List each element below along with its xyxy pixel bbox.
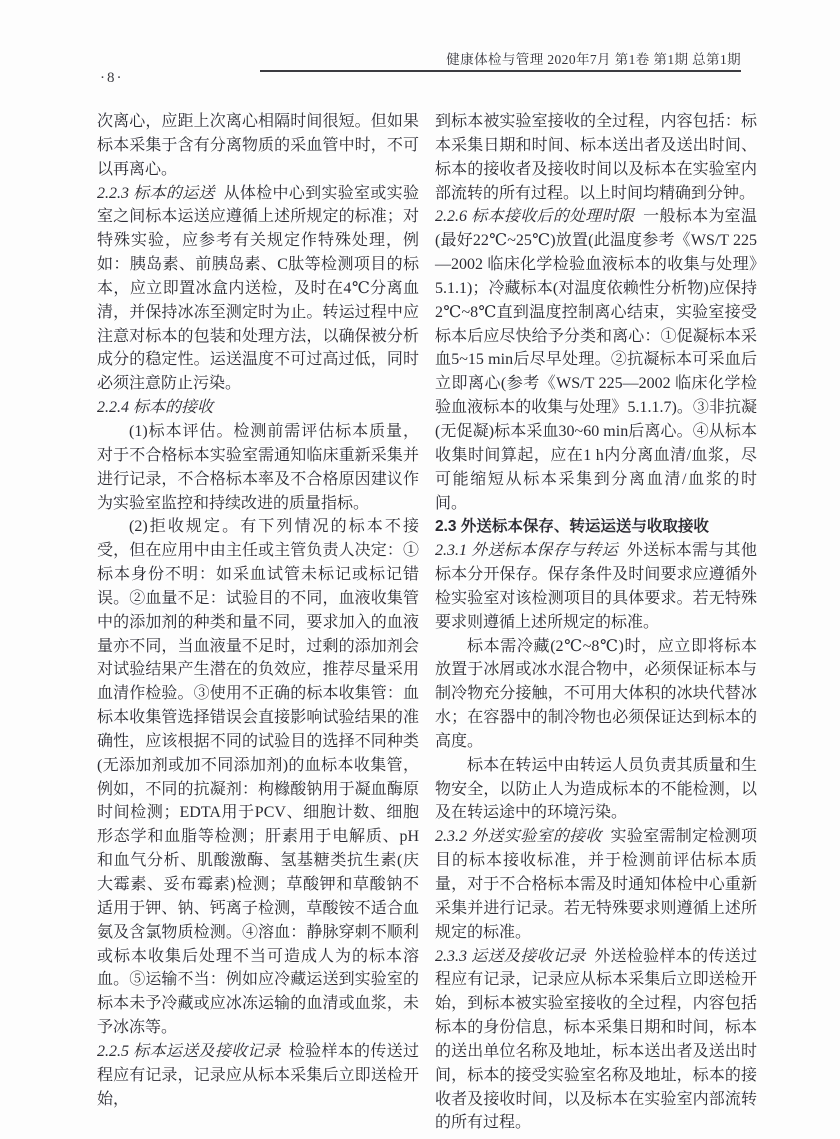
right-column: [435, 110, 757, 1135]
paragraph-text: 到标本被实验室接收的全过程，内容包括：标本采集日期和时间、标本送出者及送出时间、标本的接收者及接收时间以及标本在实验室内部流转的所有过程。以上时间均精确到分钟。: [435, 113, 757, 202]
paragraph-text: (1)标本评估。检测前需评估标本质量，对于不合格标本实验室需通知临床重新采集并进行记录，不合格标本率及不合格原因建议作为实验室监控和持续改进的质量指标。: [97, 422, 419, 512]
page-number: ·8·: [100, 70, 124, 86]
journal-masthead: 健康体检与管理 2020年7月 第1卷 第1期 总第1期: [446, 52, 741, 67]
section-paragraph: [435, 205, 757, 515]
paragraph-text: 外送检验样本的传送过程应有记录，记录应从标本采集后立即送检开始，到标本被实验室接收的全过程，内容包括标本的身份信息，标本采集日期和时间，标本的送出单位名称及地址，标本送出者及送出时间，标本的接受实验室名称及地址，标本的接收者及接收时间，以及标本在实验室内部流转的所有过程。: [435, 947, 757, 1132]
paragraph-text: 检验样本的传送过程应有记录，记录应从标本采集后立即送检开始，: [97, 1042, 419, 1108]
section-paragraph: [97, 182, 419, 397]
paragraph: [97, 515, 419, 1040]
section-heading-label: 2.2.3 标本的运送: [97, 184, 215, 202]
section-paragraph: [435, 825, 757, 944]
section-paragraph: [97, 396, 419, 420]
paragraph: [97, 420, 419, 515]
paragraph-text: 实验室需制定检测项目的标本接收标准，并于检测前评估标本质量，对于不合格标本需及时通知体检中心重新采集并进行记录。若无特殊要求则遵循上述所规定的标准。: [435, 828, 757, 941]
paragraph-text: 标本需冷藏(2℃~8℃)时，应立即将标本放置于冰屑或冰水混合物中，必须保证标本与制冷物充分接触，不可用大体积的冰块代替冰水；在容器中的制冷物也必须保证达到标本的高度。: [435, 637, 757, 750]
paragraph-text: 从体检中心到实验室或实验室之间标本运送应遵循上述所规定的标准；对特殊实验，应参考有关规定作特殊处理，例如：胰岛素、前胰岛素、C肽等检测项目的标本，应立即置冰盒内送检，及时在4℃分离血清，并保持冰冻至测定时为止。转运过程中应注意对标本的包装和处理方法，以确保被分析成分的稳定性。运送温度不可过高过低，同时必须注意防止污染。: [97, 184, 419, 393]
paragraph-text: 标本在转运中由转运人员负责其质量和生物安全，以防止人为造成标本的不能检测，以及在转运途中的环境污染。: [435, 756, 757, 822]
paragraph-text: 次离心，应距上次离心相隔时间很短。但如果标本采集于含有分离物质的采血管中时，不可以再离心。: [97, 113, 419, 178]
section-heading-label: 2.2.6 标本接收后的处理时限: [435, 208, 635, 226]
paragraph-text: (2)拒收规定。有下列情况的标本不接受，但在应用中由主任或主管负责人决定：①标本身份不明：如采血试管未标记或标记错误。②血量不足：试验目的不同，血液收集管中的添加剂的种类和量不同，要求加入的血液量亦不同，当血液量不足时，过剩的添加剂会对试验结果产生潜在的负效应，推荐尽量采用血清作检验。③使用不正确的标本收集管：血标本收集管选择错误会直接影响试验结果的准确性，应该根据不同的试验目的选择不同种类(无添加剂或加不同添加剂)的血标本收集管，例如，不同的抗凝剂：枸橼酸钠用于凝血酶原时间检测；EDTA用于PCV、细胞计数、细胞形态学和血脂等检测；肝素用于电解质、pH和血气分析、肌酸激酶、氢基糖类抗生素(庆大霉素、妥布霉素)检测；草酸钾和草酸钠不适用于钾、钠、钙离子检测，草酸铵不适合血氨及含氯物质检测。④溶血：静脉穿刺不顺利或标本收集后处理不当可造成人为的标本溶血。⑤运输不当：例如应冷藏运送到实验室的标本未予冷藏或应冰冻运输的血清或血浆，未予冰冻等。: [97, 518, 419, 1037]
paragraph-text: 外送标本需与其他标本分开保存。保存条件及时间要求应遵循外检实验室对该检测项目的具体要求。若无特殊要求则遵循上述所规定的标准。: [435, 542, 757, 631]
section-paragraph: [97, 1040, 419, 1112]
section-paragraph: [435, 945, 757, 1136]
paragraph: [97, 110, 419, 182]
section-heading-label: 2.3.3 运送及接收记录: [435, 947, 586, 965]
section-paragraph: [435, 539, 757, 634]
section-paragraph: [435, 515, 757, 539]
section-heading-label: 2.3.2 外送实验室的接收: [435, 828, 602, 846]
article-body: [97, 110, 757, 1135]
section-heading-label: 2.3 外送标本保存、转运运送与收取接收: [435, 518, 709, 536]
paragraph: [435, 110, 757, 205]
paragraph: [435, 635, 757, 754]
paragraph: [435, 754, 757, 826]
section-heading-label: 2.2.4 标本的接收: [97, 399, 214, 417]
header-rule: [260, 70, 741, 72]
paragraph-text: 一般标本为室温(最好22℃~25℃)放置(此温度参考《WS/T 225—2002 临床化学检验血液标本的收集与处理》5.1.1)；冷藏标本(对温度依赖性分析物)应保持2℃~8℃直到温度控制离心结束，实验室接受标本后应尽快给予分类和离心：①促凝标本采血5~15 min后尽早处理。②抗凝标本可采血后立即离心(参考《WS/T 225—2002 临床化学检验血液标本的收集与处理》5.1.1.7)。③非抗凝(无促凝)标本采血30~60 min后离心。④从标本收集时间算起，应在1 h内分离血清/血浆，尽可能缩短从标本采集到分离血清/血浆的时间。: [435, 208, 757, 512]
section-heading-label: 2.2.5 标本运送及接收记录: [97, 1042, 281, 1060]
left-column: [97, 110, 419, 1135]
section-heading-label: 2.3.1 外送标本保存与转运: [435, 542, 619, 560]
